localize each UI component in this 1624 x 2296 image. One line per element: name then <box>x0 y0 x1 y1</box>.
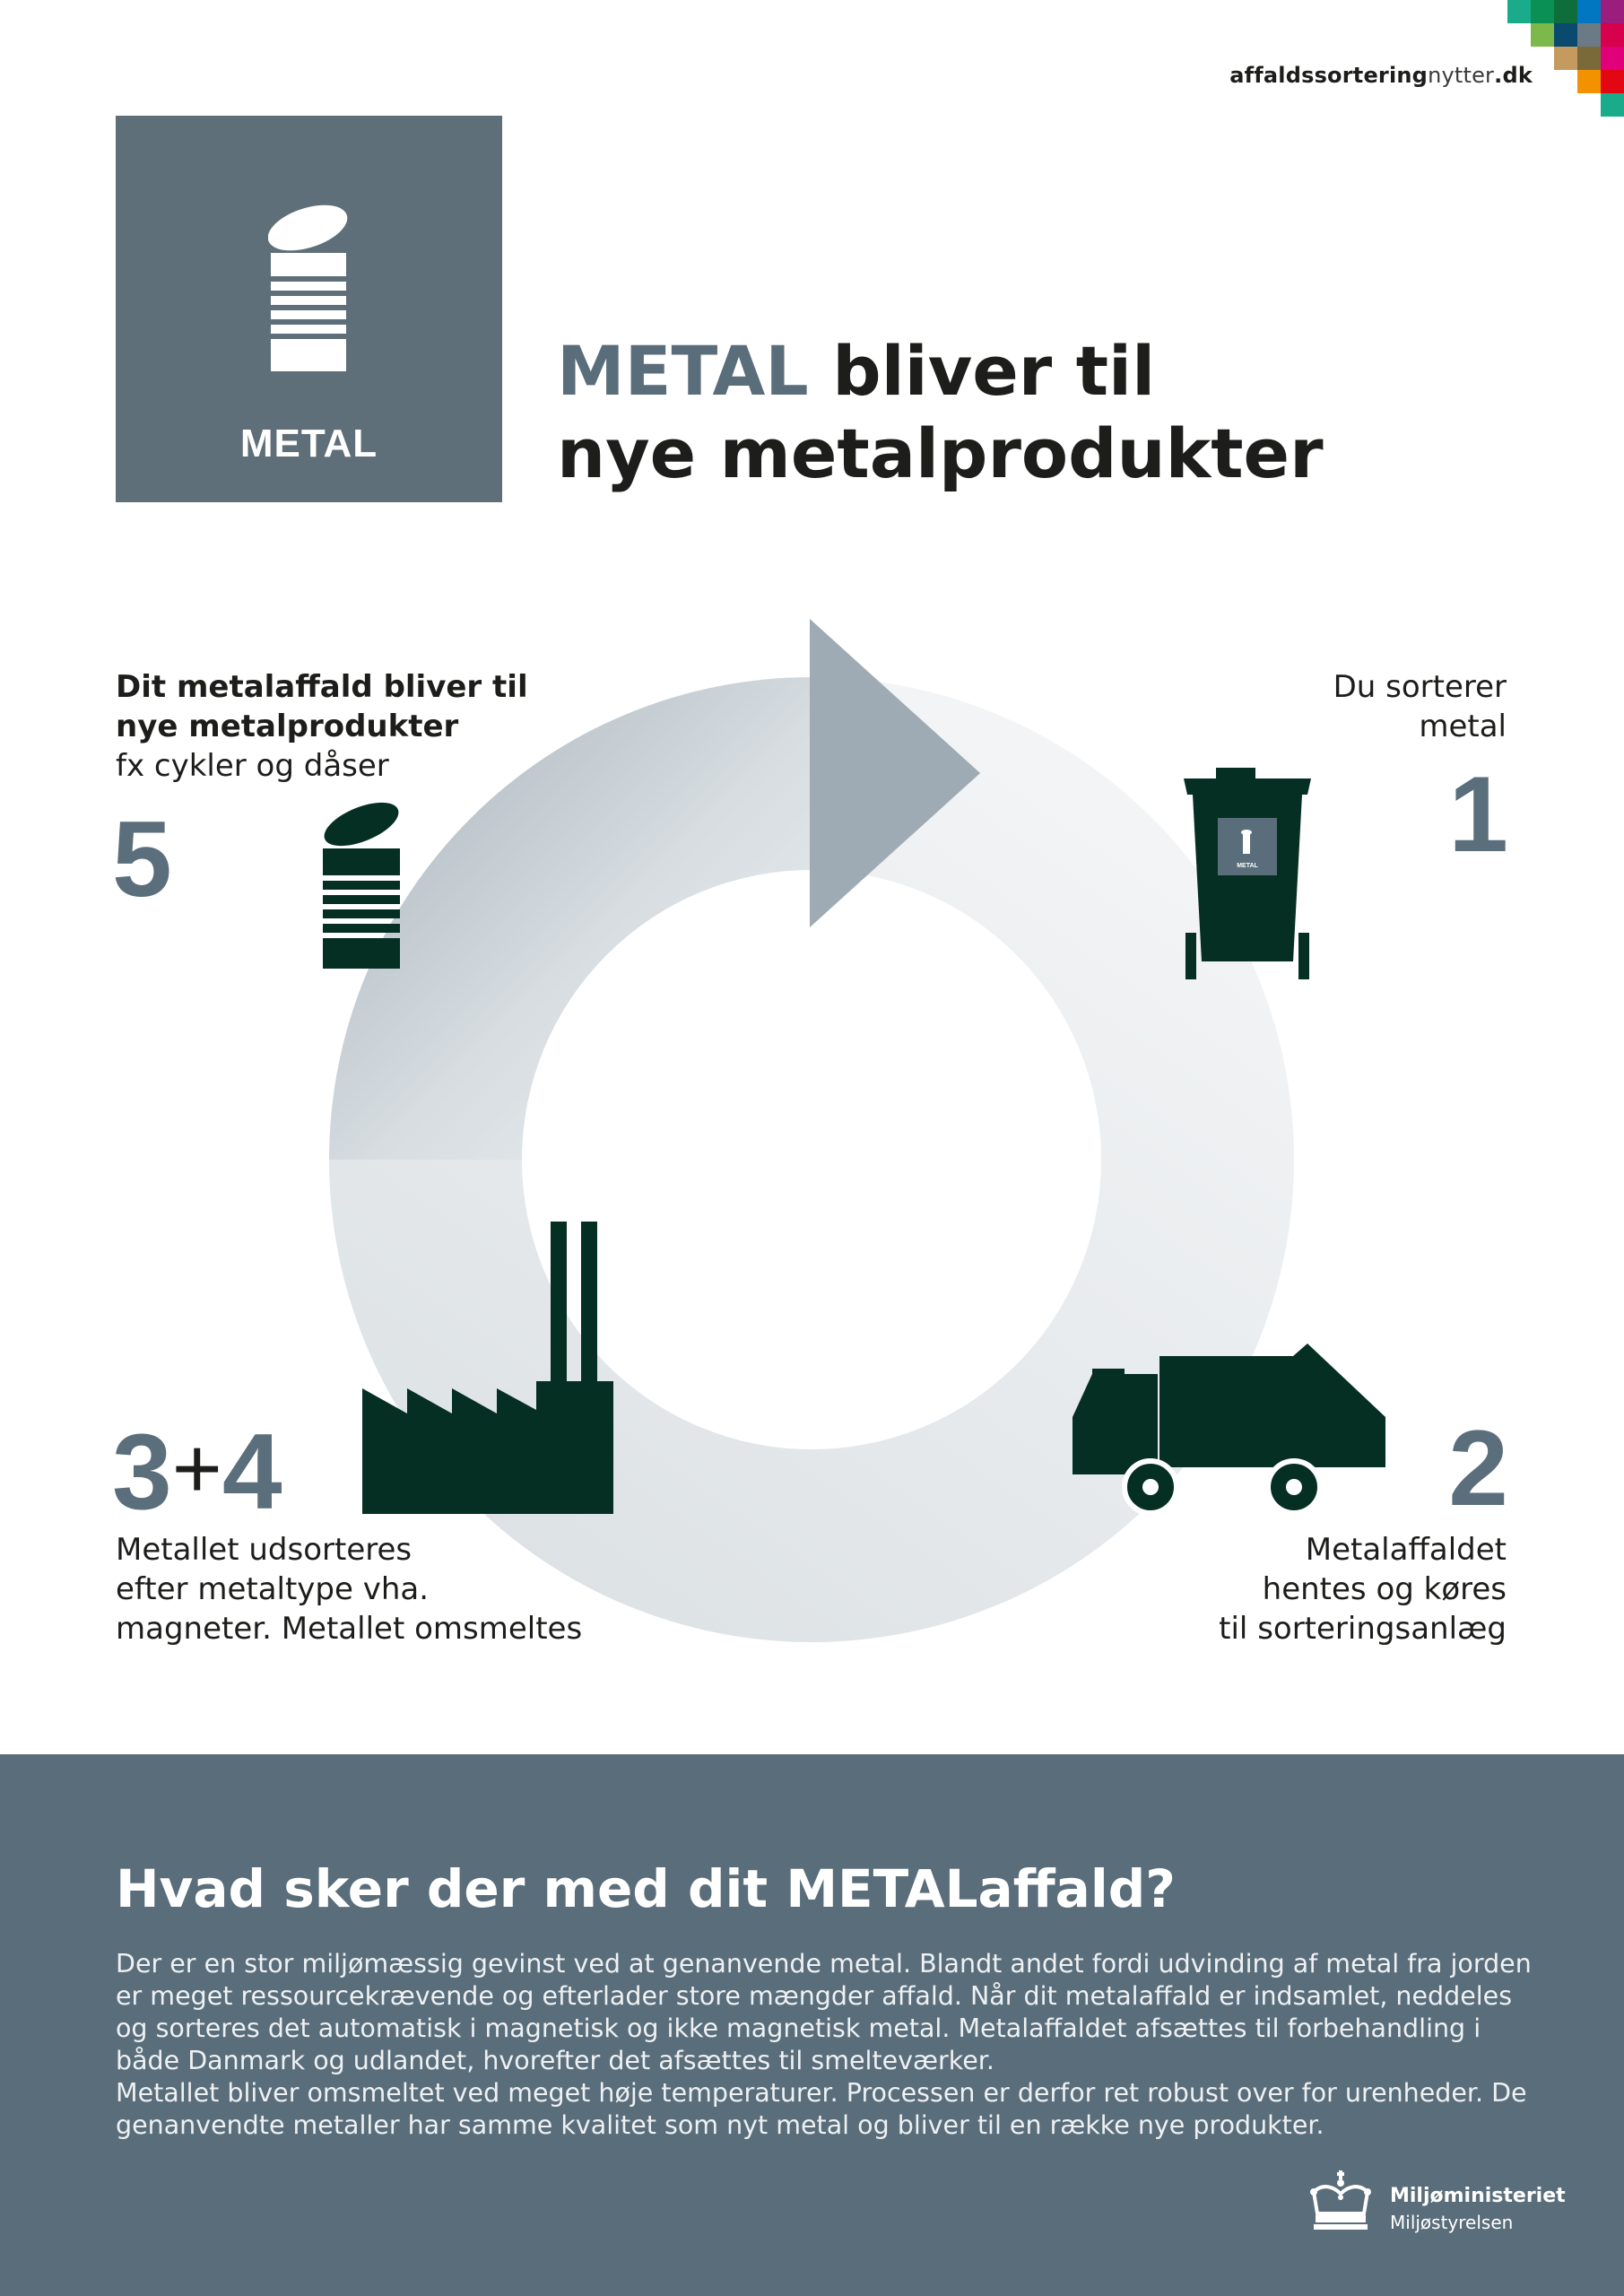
step-1-number: 1 <box>1448 754 1508 874</box>
mosaic-tile <box>1554 0 1577 23</box>
page-title <box>557 330 1324 495</box>
step-5-line: fx cykler og dåser <box>116 748 389 784</box>
mosaic-tile <box>1531 0 1554 23</box>
mosaic-tile <box>1554 23 1577 47</box>
step-2-line: Metalaffaldet <box>1305 1532 1507 1568</box>
step-5-text <box>116 667 528 786</box>
step-3-4-text <box>116 1530 582 1648</box>
step-1-line: metal <box>1419 709 1507 744</box>
tin-can-icon <box>318 794 404 969</box>
step-3-4-line: Metallet udsorteres <box>116 1532 413 1568</box>
color-mosaic-logo <box>1503 0 1624 117</box>
site-domain: .dk <box>1494 63 1533 88</box>
mosaic-tile <box>1531 23 1554 47</box>
step-3-4-line: efter metaltype vha. <box>116 1571 430 1607</box>
step-5-number: 5 <box>112 799 172 919</box>
info-paragraph: Der er en stor miljømæssig gevinst ved at genanvende metal. Blandt andet fordi udvinding af metal fra jorden er meget ressourcekrævende og efterlader store mængder affald. Når dit metalaffald er indsamlet, neddeles og sorteres det automatisk i magnetisk og ikke magnetisk metal. Metalaffaldet afsættes til forbehandling i både Danmark og udlandet, hvorefter det afsættes til smelteværker. <box>116 1949 1532 2075</box>
fraction-pictogram-card <box>116 116 502 502</box>
info-body <box>116 1948 1533 2142</box>
step-4-digit: 4 <box>221 1412 282 1532</box>
step-5-line: Dit metalaffald bliver til <box>116 669 528 705</box>
title-line1-rest: bliver til <box>808 331 1156 411</box>
ministry-name: Miljøministeriet <box>1390 2185 1566 2207</box>
bin-label: METAL <box>1237 863 1258 869</box>
mosaic-tile <box>1601 70 1624 93</box>
site-name-bold: affaldssortering <box>1229 63 1429 88</box>
mosaic-tile <box>1601 47 1624 70</box>
fraction-label: METAL <box>239 422 378 465</box>
agency-name: Miljøstyrelsen <box>1390 2212 1514 2233</box>
step-1-text <box>1333 667 1507 746</box>
plus-sign: + <box>171 1421 222 1517</box>
mosaic-tile <box>1577 70 1601 93</box>
step-1-line: Du sorterer <box>1333 669 1507 705</box>
mosaic-tile <box>1577 23 1601 47</box>
tin-can-icon <box>268 201 349 398</box>
mosaic-tile <box>1554 47 1577 70</box>
step-3-4-line: magneter. Metallet omsmeltes <box>116 1611 583 1647</box>
mosaic-tile <box>1577 47 1601 70</box>
wheelie-bin-icon <box>1184 768 1311 979</box>
ministry-logo <box>1305 2170 1566 2239</box>
step-2-text <box>1219 1530 1507 1648</box>
site-name-light: nytter <box>1428 63 1495 88</box>
website-url[interactable] <box>1229 63 1533 88</box>
info-paragraph: Metallet bliver omsmeltet ved meget høje temperaturer. Processen er derfor ret robust over for urenheder. De genanvendte metaller har samme kvalitet som nyt metal og bliver til en række nye produkter. <box>116 2078 1527 2140</box>
mosaic-tile <box>1577 0 1601 23</box>
info-title: Hvad sker der med dit METALaffald? <box>116 1858 1176 1919</box>
mosaic-tile <box>1601 0 1624 23</box>
title-line2: nye metalprodukter <box>557 413 1324 493</box>
mosaic-tile <box>1601 93 1624 117</box>
mosaic-tile <box>1601 23 1624 47</box>
mosaic-tile <box>1507 0 1531 23</box>
title-accent: METAL <box>557 331 809 411</box>
step-2-number: 2 <box>1448 1408 1508 1528</box>
step-2-line: hentes og køres <box>1262 1571 1507 1607</box>
step-3-digit: 3 <box>112 1412 172 1532</box>
step-5-line: nye metalprodukter <box>116 709 459 744</box>
step-2-line: til sorteringsanlæg <box>1219 1611 1507 1647</box>
royal-crown-icon <box>1305 2170 1376 2235</box>
step-3-4-number <box>112 1412 282 1532</box>
